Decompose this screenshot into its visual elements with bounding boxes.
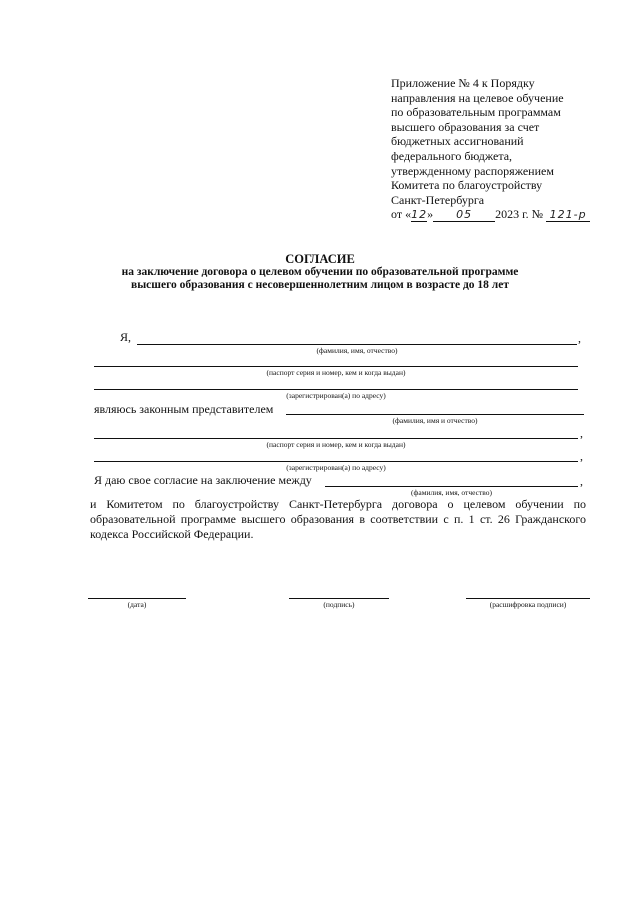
child-passport-field-line[interactable] xyxy=(94,438,578,439)
comma: , xyxy=(580,474,583,488)
caption-fio-3: (фамилия, имя, отчество) xyxy=(411,488,492,497)
signature-decode-line[interactable] xyxy=(466,598,590,599)
child-address-field-line[interactable] xyxy=(94,461,578,462)
fio-field-line[interactable] xyxy=(137,344,577,345)
caption-fio: (фамилия, имя, отчество) xyxy=(316,346,398,355)
date-signature-line[interactable] xyxy=(88,598,186,599)
date-prefix: от « xyxy=(391,207,412,222)
caption-address-2: (зарегистрирован(а) по адресу) xyxy=(286,463,386,472)
document-subtitle-line: высшего образования с несовершеннолетним лицом в возрасте до 18 лет xyxy=(130,279,510,291)
consent-label: Я даю свое согласие на заключение между xyxy=(94,473,312,487)
document-subtitle-line: на заключение договора о целевом обучении по образовательной программе xyxy=(121,266,519,278)
consent-body-text: и Комитетом по благоустройству Санкт-Петербурга договора о целевом обучении по образовательной программе высшего образования в соответствии с п. 1 ст. 26 Гражданского кодекса Российской Федерации. xyxy=(90,497,586,541)
appendix-line: Санкт-Петербурга xyxy=(391,192,485,207)
appendix-line: направления на целевое обучение xyxy=(391,90,564,105)
date-close: » xyxy=(427,207,434,222)
appendix-line: Приложение № 4 к Порядку xyxy=(391,76,535,90)
caption-fio-2: (фамилия, имя и отчество) xyxy=(392,416,478,425)
comma: , xyxy=(580,426,583,440)
handwritten-month: 05 xyxy=(433,209,495,222)
appendix-line: по образовательным программам xyxy=(391,105,561,120)
comma: , xyxy=(580,449,583,463)
appendix-line: утвержденному распоряжением xyxy=(391,163,554,178)
address-field-line[interactable] xyxy=(94,389,578,390)
child-fio-field-line[interactable] xyxy=(286,414,584,415)
year-text: 2023 г. № xyxy=(495,207,544,222)
appendix-line: высшего образования за счет xyxy=(391,119,540,134)
passport-field-line[interactable] xyxy=(94,366,578,367)
appendix-line: федерального бюджета, xyxy=(391,148,513,163)
comma: , xyxy=(578,331,581,345)
representative-label: являюсь законным представителем xyxy=(94,402,274,416)
caption-signature: (подпись) xyxy=(323,600,355,609)
caption-address: (зарегистрирован(а) по адресу) xyxy=(286,391,386,400)
signature-line[interactable] xyxy=(289,598,389,599)
consent-fio-field-line[interactable] xyxy=(325,486,578,487)
caption-signature-decode: (расшифровка подписи) xyxy=(489,600,567,609)
ya-label: Я, xyxy=(120,330,132,344)
appendix-block xyxy=(391,76,621,222)
handwritten-number: 121-р xyxy=(546,209,590,222)
caption-date: (дата) xyxy=(127,600,147,609)
caption-passport-2: (паспорт серия и номер, кем и когда выдан) xyxy=(266,440,406,449)
handwritten-day: 12 xyxy=(411,208,428,222)
appendix-date-line xyxy=(391,207,621,222)
appendix-line: бюджетных ассигнований xyxy=(391,134,524,149)
document-title: СОГЛАСИЕ xyxy=(285,252,355,266)
caption-passport: (паспорт серия и номер, кем и когда выдан) xyxy=(266,368,406,377)
appendix-line: Комитета по благоустройству xyxy=(391,178,543,193)
